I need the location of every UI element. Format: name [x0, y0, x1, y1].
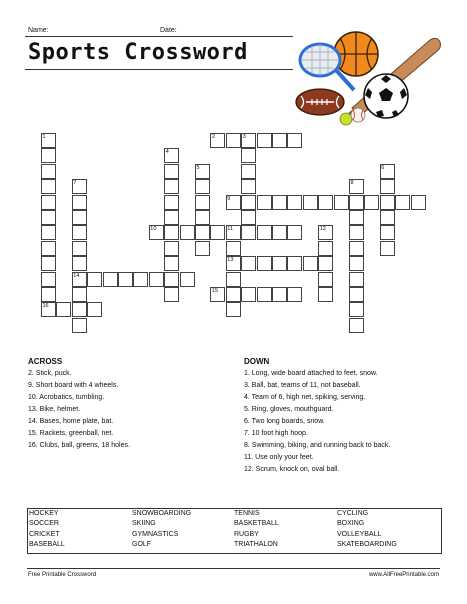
crossword-cell[interactable] — [395, 195, 410, 210]
crossword-cell[interactable] — [241, 148, 256, 163]
crossword-cell[interactable] — [180, 272, 195, 287]
crossword-cell[interactable] — [364, 195, 379, 210]
down-clue: 6. Two long boards, snow. — [244, 418, 325, 425]
clue-number: 11 — [227, 226, 234, 233]
crossword-cell[interactable] — [41, 164, 56, 179]
crossword-cell[interactable] — [72, 225, 87, 240]
crossword-cell[interactable] — [272, 287, 287, 302]
crossword-cell[interactable] — [257, 195, 272, 210]
crossword-cell[interactable] — [72, 241, 87, 256]
word-bank-word: CYCLING — [337, 510, 369, 517]
crossword-cell[interactable] — [241, 225, 256, 240]
crossword-cell[interactable] — [303, 256, 318, 271]
down-clue: 3. Ball, bat, teams of 11, not baseball. — [244, 382, 361, 389]
crossword-cell[interactable] — [272, 225, 287, 240]
crossword-cell[interactable] — [164, 179, 179, 194]
crossword-cell[interactable] — [241, 179, 256, 194]
down-clue: 4. Team of 6, high net, spiking, serving. — [244, 394, 366, 401]
clue-number: 5 — [196, 164, 200, 171]
crossword-cell[interactable] — [226, 133, 241, 148]
crossword-cell[interactable] — [133, 272, 148, 287]
crossword-cell[interactable] — [380, 179, 395, 194]
crossword-cell[interactable] — [72, 210, 87, 225]
crossword-cell[interactable] — [41, 272, 56, 287]
crossword-cell[interactable] — [241, 195, 256, 210]
crossword-cell[interactable] — [72, 287, 87, 302]
crossword-cell[interactable] — [87, 272, 102, 287]
crossword-cell[interactable] — [380, 241, 395, 256]
crossword-cell[interactable] — [164, 210, 179, 225]
crossword-cell[interactable] — [272, 256, 287, 271]
across-clue: 16. Clubs, ball, greens, 18 holes. — [28, 442, 130, 449]
clue-number: 12 — [319, 226, 326, 233]
down-clue: 5. Ring, gloves, mouthguard. — [244, 406, 334, 413]
crossword-cell[interactable] — [257, 256, 272, 271]
crossword-cell[interactable] — [164, 287, 179, 302]
word-bank-word: SKATEBOARDING — [337, 540, 397, 548]
crossword-cell[interactable] — [411, 195, 426, 210]
crossword-cell[interactable] — [72, 302, 87, 317]
crossword-cell[interactable] — [56, 302, 71, 317]
crossword-cell[interactable] — [318, 272, 333, 287]
footer-line — [27, 568, 440, 569]
crossword-cell[interactable] — [41, 256, 56, 271]
clue-number: 6 — [381, 164, 385, 171]
clue-number: 1 — [42, 134, 46, 140]
crossword-cell[interactable] — [287, 195, 302, 210]
crossword-cell[interactable] — [41, 148, 56, 163]
crossword-cell[interactable] — [226, 272, 241, 287]
date-label: Date: — [160, 27, 177, 34]
crossword-cell[interactable] — [241, 256, 256, 271]
crossword-cell[interactable] — [103, 272, 118, 287]
footer-right-text: www.AllFreePrintable.com — [368, 572, 439, 578]
word-bank-word: TENNIS — [234, 510, 260, 517]
crossword-cell[interactable] — [241, 210, 256, 225]
soccer-ball-icon — [364, 74, 408, 118]
crossword-cell[interactable] — [380, 210, 395, 225]
clue-number: 9 — [227, 195, 231, 202]
word-bank-word: SOCCER — [29, 520, 59, 528]
across-clue: 13. Bike, helmet. — [28, 406, 81, 413]
word-bank-word: SKIING — [132, 520, 156, 528]
down-clue: 12. Scrum, knock on, oval ball. — [244, 466, 340, 473]
across-clue: 2. Stick, puck. — [28, 370, 72, 377]
crossword-cell[interactable] — [41, 287, 56, 302]
word-bank-word: RUGBY — [234, 530, 259, 538]
word-bank-word: BASEBALL — [29, 540, 65, 548]
crossword-cell[interactable] — [41, 225, 56, 240]
title-underline — [25, 69, 293, 70]
across-heading: ACROSS — [28, 357, 63, 366]
clue-number: 13 — [227, 257, 234, 264]
word-bank-word: TRIATHALON — [234, 540, 278, 548]
crossword-cell[interactable] — [41, 210, 56, 225]
word-bank-word: BASKETBALL — [234, 520, 279, 528]
name-label: Name: — [28, 27, 49, 34]
crossword-cell[interactable] — [303, 195, 318, 210]
crossword-cell[interactable] — [272, 133, 287, 148]
word-bank-word: HOCKEY — [29, 510, 59, 517]
across-clue: 10. Acrobatics, tumbling. — [28, 394, 105, 401]
tennis-ball-icon — [340, 113, 352, 125]
word-bank-word: GYMNASTICS — [132, 530, 179, 538]
across-clue: 15. Rackets, greenball, net. — [28, 430, 114, 437]
down-clue: 7. 10 foot high hoop. — [244, 430, 308, 437]
footer-left-text: Free Printable Crossword — [28, 572, 97, 578]
crossword-cell[interactable] — [287, 287, 302, 302]
crossword-cell[interactable] — [41, 179, 56, 194]
crossword-cell[interactable] — [349, 210, 364, 225]
clue-number: 10 — [150, 226, 157, 233]
across-clue: 9. Short board with 4 wheels. — [28, 382, 119, 389]
crossword-cell[interactable] — [257, 133, 272, 148]
crossword-cell[interactable] — [195, 225, 210, 240]
crossword-cell[interactable] — [318, 256, 333, 271]
page-title: Sports Crossword — [28, 40, 248, 65]
crossword-cell[interactable] — [349, 241, 364, 256]
crossword-cell[interactable] — [226, 287, 241, 302]
crossword-cell[interactable] — [164, 256, 179, 271]
crossword-cell[interactable] — [72, 195, 87, 210]
crossword-cell[interactable] — [318, 287, 333, 302]
crossword-cell[interactable] — [164, 225, 179, 240]
crossword-cell[interactable] — [349, 302, 364, 317]
crossword-cell[interactable] — [195, 241, 210, 256]
crossword-cell[interactable] — [195, 210, 210, 225]
crossword-cell[interactable] — [72, 256, 87, 271]
crossword-cell[interactable] — [195, 179, 210, 194]
crossword-cell[interactable] — [272, 195, 287, 210]
crossword-cell[interactable] — [349, 195, 364, 210]
crossword-cell[interactable] — [226, 241, 241, 256]
crossword-cell[interactable] — [349, 256, 364, 271]
word-bank-word: SNOWBOARDING — [132, 510, 192, 517]
word-bank-word: BOXING — [337, 520, 365, 528]
down-clue: 8. Swimming, biking, and running back to back. — [244, 442, 391, 449]
crossword-cell[interactable] — [257, 287, 272, 302]
clue-number: 7 — [73, 180, 77, 187]
crossword-cell[interactable] — [164, 272, 179, 287]
crossword-cell[interactable] — [195, 195, 210, 210]
football-icon — [296, 89, 344, 115]
crossword-cell[interactable] — [287, 225, 302, 240]
crossword-cell[interactable] — [241, 287, 256, 302]
clue-number: 15 — [211, 288, 219, 294]
clue-number: 3 — [242, 134, 246, 140]
clue-number: 8 — [350, 180, 354, 187]
crossword-cell[interactable] — [72, 318, 87, 333]
across-clue: 14. Bases, home plate, bat. — [28, 418, 114, 425]
crossword-cell[interactable] — [226, 302, 241, 317]
crossword-cell[interactable] — [41, 195, 56, 210]
down-clue: 11. Use only your feet. — [244, 454, 314, 461]
clue-number: 16 — [42, 303, 49, 310]
clue-number: 4 — [165, 149, 169, 156]
crossword-cell[interactable] — [380, 225, 395, 240]
crossword-cell[interactable] — [349, 318, 364, 333]
crossword-cell[interactable] — [164, 195, 179, 210]
crossword-cell[interactable] — [257, 225, 272, 240]
sports-illustration — [292, 28, 442, 128]
crossword-cell[interactable] — [287, 256, 302, 271]
crossword-cell[interactable] — [287, 133, 302, 148]
crossword-cell[interactable] — [349, 287, 364, 302]
clue-number: 2 — [211, 134, 215, 140]
crossword-cell[interactable] — [118, 272, 133, 287]
down-clue: 1. Long, wide board attached to feet, snow. — [244, 370, 378, 377]
crossword-cell[interactable] — [210, 225, 225, 240]
crossword-cell[interactable] — [349, 272, 364, 287]
crossword-cell[interactable] — [164, 164, 179, 179]
basketball-icon — [334, 32, 378, 76]
word-bank-word: VOLLEYBALL — [337, 530, 382, 538]
crossword-cell[interactable] — [349, 225, 364, 240]
baseball-icon — [351, 108, 365, 122]
header-top-line — [25, 36, 293, 37]
crossword-cell[interactable] — [164, 241, 179, 256]
crossword-cell[interactable] — [380, 195, 395, 210]
crossword-cell[interactable] — [87, 302, 102, 317]
crossword-cell[interactable] — [334, 195, 349, 210]
word-bank-word: CRICKET — [29, 530, 60, 538]
crossword-cell[interactable] — [41, 241, 56, 256]
crossword-cell[interactable] — [241, 164, 256, 179]
clue-number: 14 — [73, 272, 80, 279]
crossword-cell[interactable] — [318, 241, 333, 256]
word-bank-word: GOLF — [132, 540, 152, 548]
crossword-cell[interactable] — [180, 225, 195, 240]
down-heading: DOWN — [244, 357, 270, 366]
crossword-cell[interactable] — [149, 272, 164, 287]
crossword-cell[interactable] — [318, 195, 333, 210]
